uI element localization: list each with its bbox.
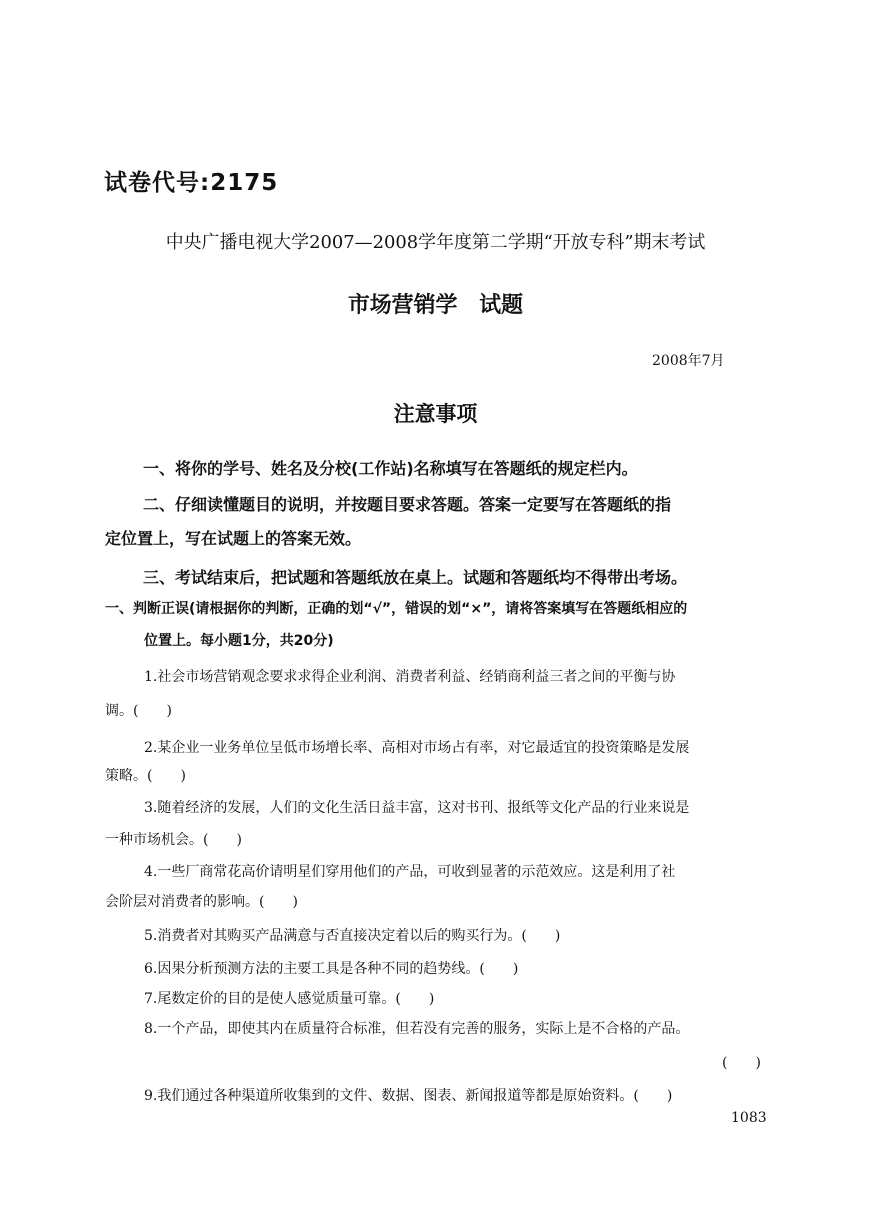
question-9: 9.我们通过各种渠道所收集到的文件、数据、图表、新闻报道等都是原始资料。( ) — [144, 1088, 673, 1104]
question-3-line2: 一种市场机会。( ) — [105, 832, 242, 848]
question-4-line1: 4.一些厂商常花高价请明星们穿用他们的产品，可收到显著的示范效应。这是利用了社 — [144, 864, 676, 880]
subject-title: 市场营销学 试题 — [347, 293, 524, 318]
notice-item-1: 一、将你的学号、姓名及分校(工作站)名称填写在答题纸的规定栏内。 — [143, 459, 638, 478]
notes-title: 注意事项 — [393, 402, 478, 426]
page-number: 1083 — [731, 1110, 767, 1126]
question-6: 6.因果分析预测方法的主要工具是各种不同的趋势线。( ) — [144, 961, 519, 977]
exam-date: 2008年7月 — [652, 353, 725, 369]
question-1-line1: 1.社会市场营销观念要求求得企业利润、消费者利益、经销商利益三者之间的平衡与协 — [144, 669, 676, 685]
notice-item-2: 二、仔细读懂题目的说明，并按题目要求答题。答案一定要写在答题纸的指 — [143, 495, 672, 514]
notice-item-3: 三、考试结束后，把试题和答题纸放在桌上。试题和答题纸均不得带出考场。 — [143, 568, 688, 587]
question-8-line1: 8.一个产品，即使其内在质量符合标准，但若没有完善的服务，实际上是不合格的产品。 — [144, 1021, 690, 1037]
question-8-line2: ( ) — [722, 1055, 761, 1071]
notice-item-2-cont: 定位置上，写在试题上的答案无效。 — [105, 529, 362, 548]
question-3-line1: 3.随着经济的发展，人们的文化生活日益丰富，这对书刊、报纸等文化产品的行业来说是 — [144, 800, 690, 816]
exam-title: 中央广播电视大学2007—2008学年度第二学期“开放专科”期末考试 — [165, 232, 706, 253]
question-5: 5.消费者对其购买产品满意与否直接决定着以后的购买行为。( ) — [144, 928, 561, 944]
question-4-line2: 会阶层对消费者的影响。( ) — [105, 894, 298, 910]
paper-code: 试卷代号:2175 — [104, 170, 279, 196]
question-2-line1: 2.某企业一业务单位呈低市场增长率、高相对市场占有率，对它最适宜的投资策略是发展 — [144, 740, 690, 756]
section-heading-line2: 位置上。每小题1分，共20分) — [144, 633, 334, 649]
question-1-line2: 调。( ) — [105, 703, 172, 719]
question-2-line2: 策略。( ) — [105, 768, 186, 784]
section-heading-line1: 一、判断正误(请根据你的判断，正确的划“√”，错误的划“×”，请将答案填写在答题纸相应的 — [105, 601, 688, 617]
question-7: 7.尾数定价的目的是使人感觉质量可靠。( ) — [144, 991, 435, 1007]
